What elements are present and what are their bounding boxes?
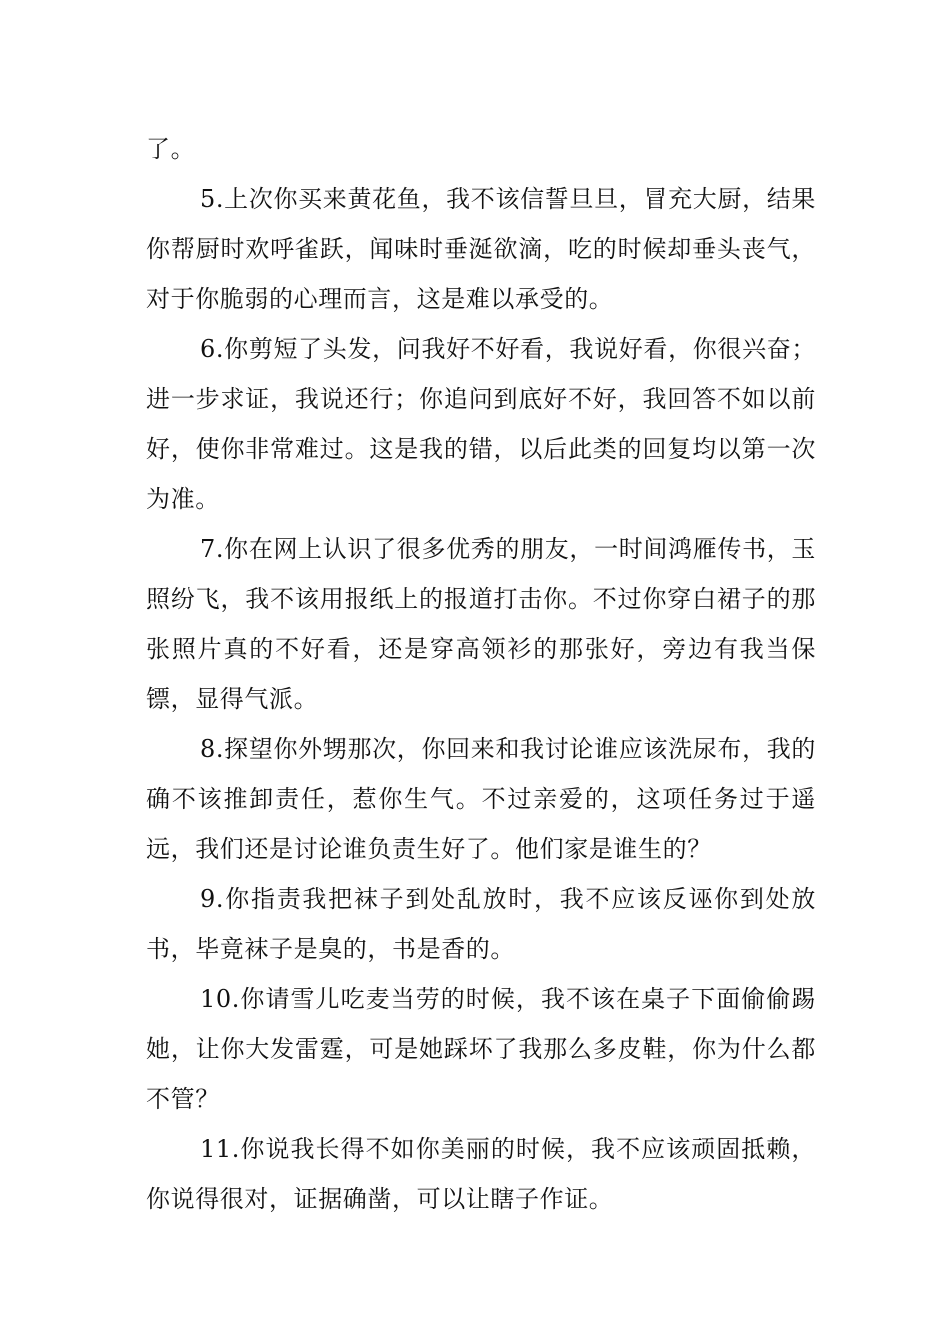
paragraph-item-11: 11.你说我长得不如你美丽的时候，我不应该顽固抵赖，你说得很对，证据确凿，可以让瞎子作证。 — [146, 1135, 816, 1213]
paragraph-continuation: 了。 — [146, 135, 196, 163]
paragraph-item-9: 9.你指责我把袜子到处乱放时，我不应该反诬你到处放书，毕竟袜子是臭的，书是香的。 — [146, 885, 816, 963]
paragraph-item-6: 6.你剪短了头发，问我好不好看，我说好看，你很兴奋；进一步求证，我说还行；你追问到底好不好，我回答不如以前好，使你非常难过。这是我的错，以后此类的回复均以第一次为准。 — [146, 335, 816, 513]
paragraph-item-5: 5.上次你买来黄花鱼，我不该信誓旦旦，冒充大厨，结果你帮厨时欢呼雀跃，闻味时垂涎欲滴，吃的时候却垂头丧气，对于你脆弱的心理而言，这是难以承受的。 — [146, 185, 816, 313]
paragraph-item-8: 8.探望你外甥那次，你回来和我讨论谁应该洗尿布，我的确不该推卸责任，惹你生气。不过亲爱的，这项任务过于遥远，我们还是讨论谁负责生好了。他们家是谁生的？ — [146, 735, 816, 863]
document-body — [146, 124, 816, 1224]
paragraph-item-10: 10.你请雪儿吃麦当劳的时候，我不该在桌子下面偷偷踢她，让你大发雷霆，可是她踩坏了我那么多皮鞋，你为什么都不管？ — [146, 985, 816, 1113]
paragraph-item-7: 7.你在网上认识了很多优秀的朋友，一时间鸿雁传书，玉照纷飞，我不该用报纸上的报道打击你。不过你穿白裙子的那张照片真的不好看，还是穿高领衫的那张好，旁边有我当保镖，显得气派。 — [146, 535, 816, 713]
